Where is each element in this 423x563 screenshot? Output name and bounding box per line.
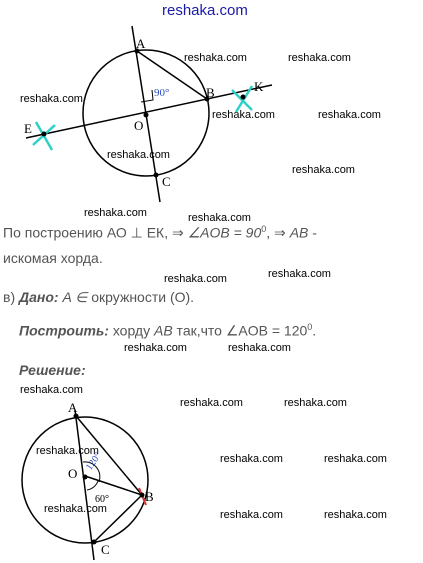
angle-120-label: 120°	[83, 450, 104, 473]
text-line-1-mid: , ⇒	[266, 224, 286, 241]
point-c-2	[92, 540, 97, 545]
watermark: reshaka.com	[324, 453, 387, 465]
text-build	[19, 322, 316, 340]
watermark: reshaka.com	[284, 397, 347, 409]
build-label: Построить:	[19, 322, 109, 339]
site-watermark-top: reshaka.com	[162, 2, 248, 19]
build-ab: AB	[153, 322, 173, 339]
point-k	[241, 95, 246, 100]
watermark: reshaka.com	[20, 384, 83, 396]
watermark: reshaka.com	[184, 52, 247, 64]
text-line-1-angle: ∠AOB = 90	[187, 224, 262, 241]
point-o-2	[83, 475, 88, 480]
watermark: reshaka.com	[107, 149, 170, 161]
watermark: reshaka.com	[180, 397, 243, 409]
label-c-2: C	[101, 542, 110, 557]
watermark: reshaka.com	[20, 93, 83, 105]
text-line-3-a: A ∈	[58, 289, 88, 305]
solution-label: Решение:	[19, 362, 86, 378]
label-o: O	[134, 118, 144, 133]
text-line-1-prefix: По построению АО ⊥ ЕК, ⇒	[3, 224, 184, 241]
given-label: Дано:	[19, 289, 59, 305]
figure-1-diagram	[0, 0, 423, 225]
watermark: reshaka.com	[220, 509, 283, 521]
label-e: E	[24, 121, 32, 136]
label-a: A	[136, 36, 146, 51]
figure-2-diagram	[0, 390, 200, 563]
chord-ab-2	[76, 416, 142, 495]
text-line-1-ab: AB	[289, 224, 309, 241]
angle-arc-60	[87, 481, 98, 490]
build-end: .	[312, 322, 317, 339]
label-k: K	[254, 79, 264, 94]
point-o	[144, 113, 149, 118]
label-o-2: O	[68, 466, 78, 481]
watermark: reshaka.com	[292, 164, 355, 176]
text-line-3-rest: окружности (О).	[87, 289, 195, 305]
label-a-2: A	[68, 400, 78, 415]
point-b-2	[140, 493, 145, 498]
watermark: reshaka.com	[324, 509, 387, 521]
text-line-1-suffix: -	[308, 224, 317, 241]
watermark: reshaka.com	[164, 273, 227, 285]
angle-60-label: 60°	[95, 494, 109, 505]
build-sup: 0	[307, 322, 313, 332]
watermark: reshaka.com	[44, 503, 107, 515]
watermark: reshaka.com	[318, 109, 381, 121]
text-line-3	[3, 289, 194, 306]
build-text-1: хорду	[108, 322, 154, 339]
label-b-2: B	[145, 489, 154, 504]
watermark: reshaka.com	[268, 268, 331, 280]
text-line-3-prefix: в)	[3, 289, 19, 305]
watermark: reshaka.com	[220, 453, 283, 465]
watermark: reshaka.com	[228, 342, 291, 354]
angle-90-label: 90°	[154, 87, 170, 99]
label-c: C	[162, 174, 171, 189]
point-e	[42, 132, 47, 137]
watermark: reshaka.com	[188, 212, 251, 224]
label-b: B	[206, 85, 215, 100]
text-line-2: искомая хорда.	[3, 250, 103, 266]
text-line-1	[3, 224, 317, 242]
line-ac-2	[75, 410, 94, 560]
build-text-2: так,что ∠AOB = 120	[172, 322, 308, 339]
watermark: reshaka.com	[84, 207, 147, 219]
point-c	[154, 173, 159, 178]
watermark: reshaka.com	[36, 445, 99, 457]
watermark: reshaka.com	[124, 342, 187, 354]
watermark: reshaka.com	[288, 52, 351, 64]
watermark: reshaka.com	[212, 109, 275, 121]
text-line-1-sup: 0	[261, 224, 267, 234]
